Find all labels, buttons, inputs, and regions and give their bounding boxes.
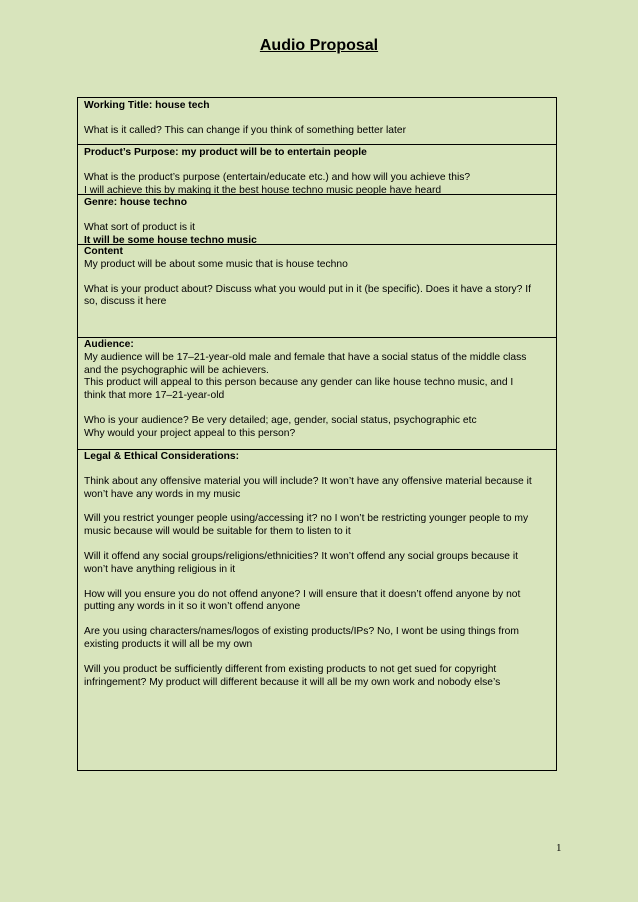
audience-answer-line-2: and the psychographic will be achievers. [84, 364, 269, 376]
audience-section [78, 338, 556, 450]
audience-heading: Audience: [84, 339, 134, 350]
legal-q4-line-1: How will you ensure you do not offend anyone? I will ensure that it doesn’t offend anyone by not [84, 588, 521, 600]
content-section [78, 245, 556, 338]
content-question-line-2: so, discuss it here [84, 296, 167, 308]
purpose-heading: Product’s Purpose: my product will be to entertain people [84, 147, 367, 158]
audience-answer-line-4: think that more 17–21-year-old [84, 390, 225, 402]
proposal-form-table [77, 97, 557, 771]
genre-answer: It will be some house techno music [84, 234, 257, 245]
working-title-heading: Working Title: house tech [84, 100, 210, 111]
legal-q3-line-2: won’t have anything religious in it [84, 563, 236, 575]
legal-q2-line-1: Will you restrict younger people using/accessing it? no I won’t be restricting younger people to my [84, 513, 529, 525]
legal-q6-line-2: infringement? My product will different because it will all be my own work and nobody else’s [84, 676, 501, 688]
audience-question-line-2: Why would your project appeal to this person? [84, 427, 296, 439]
legal-q4-line-2: putting any words in it so it won’t offend anyone [84, 601, 301, 613]
legal-q5-line-1: Are you using characters/names/logos of existing products/IPs? No, I wont be using things from [84, 626, 519, 638]
working-title-section [78, 98, 556, 145]
legal-q1-line-2: won’t have any words in my music [84, 488, 241, 500]
legal-q2-line-2: music because will would be suitable for them to listen to it [84, 526, 351, 538]
audience-answer-line-1: My audience will be 17–21-year-old male and female that have a social status of the middle class [84, 351, 527, 363]
page-number: 1 [556, 842, 562, 854]
purpose-question: What is the product’s purpose (entertain/educate etc.) and how will you achieve this? [84, 171, 471, 183]
audience-question-line-1: Who is your audience? Be very detailed; age, gender, social status, psychographic etc [84, 414, 477, 426]
legal-ethical-heading: Legal & Ethical Considerations: [84, 451, 240, 462]
content-heading: Content [84, 246, 123, 257]
purpose-answer: I will achieve this by making it the best house techno music people have heard [84, 184, 442, 195]
legal-q6-line-1: Will you product be sufficiently different from existing products to not get sued for copyright [84, 663, 497, 675]
legal-ethical-section [78, 450, 556, 770]
page-title: Audio Proposal [259, 37, 379, 54]
audience-answer-line-3: This product will appeal to this person because any gender can like house techno music, and I [84, 377, 514, 389]
legal-q1-line-1: Think about any offensive material you will include? It won’t have any offensive material because it [84, 475, 532, 487]
genre-question: What sort of product is it [84, 221, 196, 233]
legal-q3-line-1: Will it offend any social groups/religions/ethnicities? It won’t offend any social groups because it [84, 550, 519, 562]
legal-q5-line-2: existing products it will all be my own [84, 638, 253, 650]
working-title-question: What is it called? This can change if you think of something better later [84, 124, 407, 136]
content-answer: My product will be about some music that is house techno [84, 258, 348, 270]
content-question-line-1: What is your product about? Discuss what you would put in it (be specific). Does it have a story? If [84, 283, 531, 295]
purpose-section [78, 145, 556, 195]
genre-heading: Genre: house techno [84, 197, 187, 208]
genre-section [78, 195, 556, 245]
